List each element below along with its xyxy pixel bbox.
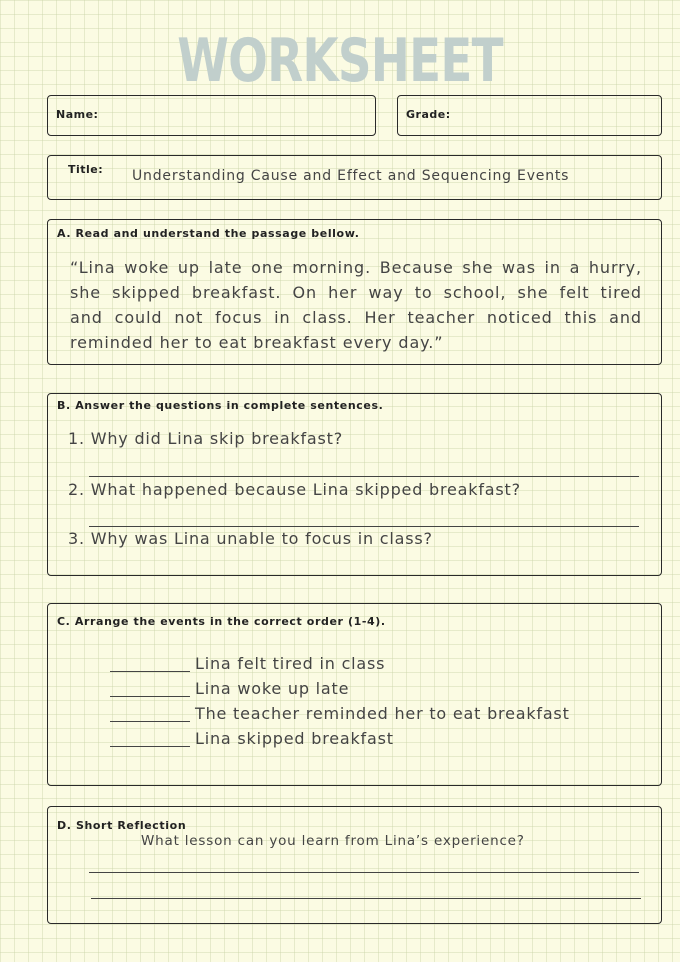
event-item: Lina felt tired in class <box>195 654 386 673</box>
question-1: 1. Why did Lina skip breakfast? <box>68 429 344 448</box>
event-item: The teacher reminded her to eat breakfast <box>195 704 570 723</box>
worksheet-title: WORKSHEET <box>177 26 503 96</box>
order-blank[interactable] <box>110 696 190 697</box>
section-d-heading: D. Short Reflection <box>57 819 187 832</box>
section-d <box>47 806 662 924</box>
reflection-prompt: What lesson can you learn from Lina’s experience? <box>141 833 525 849</box>
order-blank[interactable] <box>110 746 190 747</box>
grade-box[interactable] <box>397 95 662 136</box>
passage-line: reminded her to eat breakfast every day.” <box>70 333 444 352</box>
passage-line: “Lina woke up late one morning. Because she was in a hurry, <box>70 258 642 277</box>
question-3: 3. Why was Lina unable to focus in class? <box>68 529 433 548</box>
section-a-heading: A. Read and understand the passage bellow. <box>57 227 360 240</box>
passage-line: she skipped breakfast. On her way to school, she felt tired <box>70 283 642 302</box>
grade-label: Grade: <box>406 108 451 121</box>
event-item: Lina woke up late <box>195 679 350 698</box>
name-box[interactable] <box>47 95 376 136</box>
reflection-line-2[interactable] <box>91 898 641 899</box>
order-blank[interactable] <box>110 671 190 672</box>
section-a <box>47 219 662 365</box>
title-value: Understanding Cause and Effect and Sequencing Events <box>132 168 570 184</box>
passage-line: and could not focus in class. Her teacher noticed this and <box>70 308 642 327</box>
section-b-heading: B. Answer the questions in complete sentences. <box>57 399 384 412</box>
event-item: Lina skipped breakfast <box>195 729 394 748</box>
passage <box>70 255 642 355</box>
name-label: Name: <box>56 108 99 121</box>
order-blank[interactable] <box>110 721 190 722</box>
title-label: Title: <box>68 163 104 176</box>
reflection-line-1[interactable] <box>89 872 639 873</box>
answer-line-2[interactable] <box>89 526 639 527</box>
title-box <box>47 155 662 200</box>
section-b <box>47 393 662 576</box>
section-c <box>47 603 662 786</box>
question-2: 2. What happened because Lina skipped breakfast? <box>68 480 521 499</box>
answer-line-1[interactable] <box>89 476 639 477</box>
section-c-heading: C. Arrange the events in the correct order (1-4). <box>57 615 386 628</box>
